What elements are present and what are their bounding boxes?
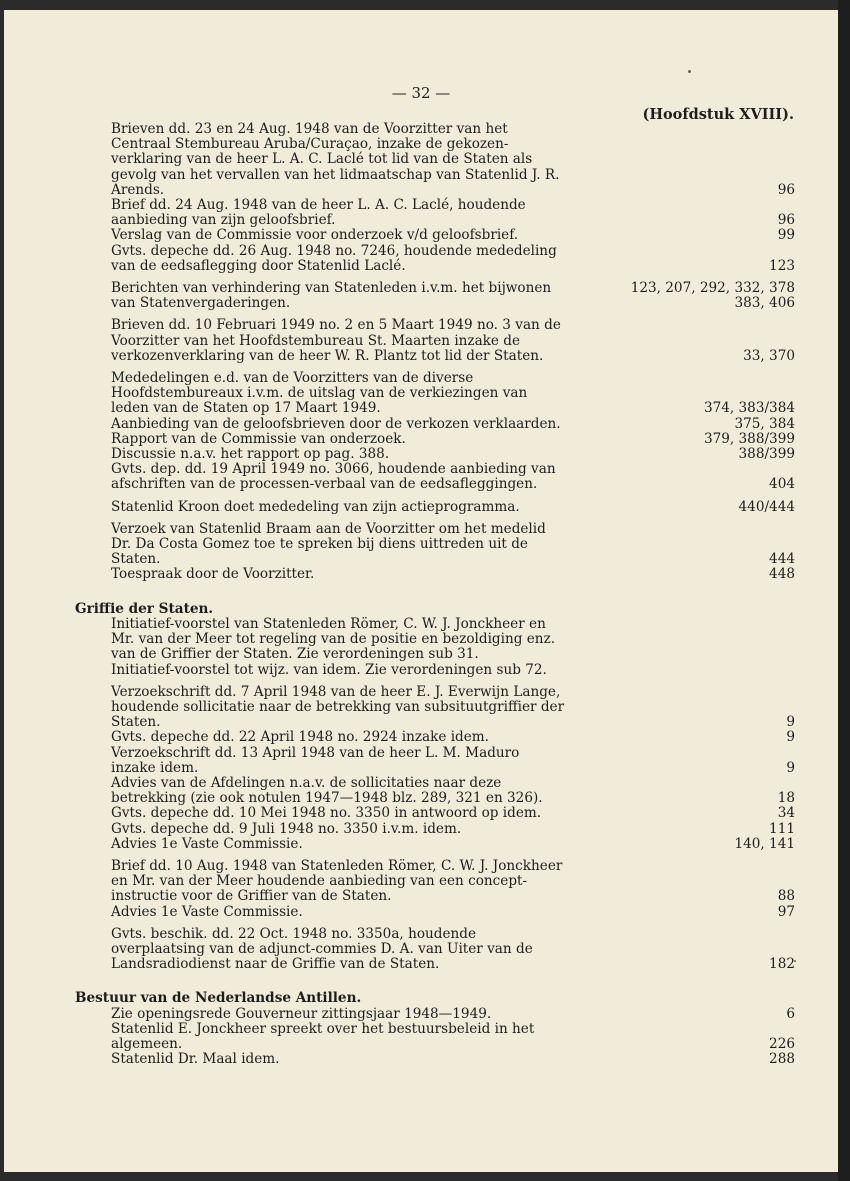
- page-reference: 88: [777, 888, 795, 905]
- index-entry: [111, 822, 795, 837]
- entry-text: Initiatief-voorstel van Statenleden Römer, C. W. J. Jonckheer en Mr. van der Meer tot regeling van de positie en bezoldiging enz. van de Griffier der Staten. Zie verordeningen sub 31.: [111, 615, 556, 663]
- index-entry: [111, 371, 795, 417]
- section-heading: Griffie der Staten.: [75, 600, 214, 617]
- index-entry: [111, 905, 795, 920]
- index-entry: [111, 1022, 795, 1052]
- page-reference: 140, 141: [734, 835, 795, 852]
- page-reference: 448: [769, 566, 795, 583]
- index-content: [75, 122, 795, 1067]
- index-entry: [111, 685, 795, 731]
- index-entry: [111, 447, 795, 462]
- index-entry: [111, 1052, 795, 1067]
- page-reference: 9: [786, 729, 795, 746]
- index-entry: [111, 730, 795, 745]
- page-reference: 388/399: [738, 446, 795, 463]
- entry-text: Initiatief-voorstel tot wijz. van idem. Zie verordeningen sub 72.: [111, 661, 547, 678]
- index-entry: [111, 244, 795, 274]
- document-page: [4, 10, 838, 1172]
- entry-text: Toespraak door de Voorzitter.: [111, 566, 315, 583]
- chapter-heading: (Hoofdstuk XVIII).: [642, 106, 794, 123]
- entry-text: Verzoek van Statenlid Braam aan de Voorzitter om het medelid Dr. Da Costa Gomez toe te spreken bij diens uittreden uit de Staten.: [111, 520, 546, 568]
- entry-text: Gvts. depeche dd. 9 Juli 1948 no. 3350 i.v.m. idem.: [111, 820, 462, 837]
- page-reference: 226: [769, 1035, 795, 1052]
- page-reference: 288: [769, 1051, 795, 1068]
- section-spacer: [75, 583, 795, 602]
- page-reference: 444: [769, 551, 795, 568]
- index-entry: [111, 617, 795, 663]
- page-reference: 440/444: [738, 498, 795, 515]
- page-reference: 375, 384: [734, 415, 795, 432]
- index-entry: [111, 417, 795, 432]
- entry-text: Brieven dd. 10 Februari 1949 no. 2 en 5 Maart 1949 no. 3 van de Voorzitter van het Hoofdstembureau St. Maarten inzake de verkozenverklaring van de heer W. R. Plantz tot lid der Staten.: [111, 317, 561, 364]
- entry-text: Gvts. beschik. dd. 22 Oct. 1948 no. 3350a, houdende overplaatsing van de adjunct-commies D. A. van Uiter van de Landsradiodienst naar de Griffie van de Staten.: [111, 925, 533, 973]
- entry-text: Berichten van verhindering van Statenleden i.v.m. het bijwonen van Statenvergaderingen.: [111, 280, 552, 312]
- index-entry: [111, 806, 795, 821]
- section-spacer: [75, 972, 795, 991]
- page-reference: 123: [769, 257, 795, 274]
- index-entry: [111, 746, 795, 776]
- index-entry: [111, 318, 795, 364]
- scan-border: [838, 0, 850, 1181]
- index-entry: [111, 122, 795, 198]
- entry-text: Verslag van de Commissie voor onderzoek v/d geloofsbrief.: [111, 227, 519, 244]
- entry-text: Mededelingen e.d. van de Voorzitters van de diverse Hoofdstembureaux i.v.m. de uitslag van de verkiezingen van leden van de Staten op 17 Maart 1949.: [111, 370, 528, 417]
- page-reference: 34: [777, 805, 795, 822]
- index-entry: [111, 198, 795, 228]
- entry-text: Gvts. dep. dd. 19 April 1949 no. 3066, houdende aanbieding van afschriften van de processen-verbaal van de eedsafleggingen.: [111, 461, 556, 493]
- index-entry: [111, 522, 795, 568]
- speck-mark: [688, 70, 691, 73]
- page-reference: 96: [777, 181, 795, 198]
- index-entry: [111, 462, 795, 492]
- entry-text: Advies van de Afdelingen n.a.v. de sollicitaties naar deze betrekking (zie ook notulen 1947—1948 blz. 289, 321 en 326).: [111, 774, 543, 807]
- index-entry: [111, 927, 795, 973]
- page-reference: 6: [786, 1005, 795, 1022]
- entry-text: Brief dd. 24 Aug. 1948 van de heer L. A. C. Laclé, houdende aanbieding van zijn geloofsbrief.: [111, 197, 526, 229]
- page-reference: 9: [786, 714, 795, 731]
- page-number: — 32 —: [391, 84, 451, 102]
- entry-text: Statenlid Dr. Maal idem.: [111, 1051, 280, 1068]
- entry-text: Verzoekschrift dd. 13 April 1948 van de heer L. M. Maduro inzake idem.: [111, 744, 520, 776]
- index-entry: [111, 432, 795, 447]
- page-reference: 18: [777, 790, 795, 807]
- page-reference: 33, 370: [743, 347, 795, 364]
- index-entry: [111, 859, 795, 905]
- entry-text: Advies 1e Vaste Commissie.: [111, 903, 303, 920]
- page-reference: 123, 207, 292, 332, 378 383, 406: [630, 280, 795, 312]
- page-reference: 182: [769, 956, 795, 973]
- page-reference: 404: [769, 476, 795, 493]
- index-entry: [111, 663, 795, 678]
- index-entry: [111, 228, 795, 243]
- entry-text: Brief dd. 10 Aug. 1948 van Statenleden Römer, C. W. J. Jonckheer en Mr. van der Meer houdende aanbieding van een concept-instructie voor de Griffier van de Staten.: [111, 857, 563, 905]
- index-entry: [111, 281, 795, 311]
- page-reference: 111: [769, 820, 795, 837]
- section-heading: Bestuur van de Nederlandse Antillen.: [75, 990, 362, 1007]
- index-entry: [111, 567, 795, 582]
- entry-text: Statenlid E. Jonckheer spreekt over het bestuursbeleid in het algemeen.: [111, 1020, 535, 1052]
- entry-text: Gvts. depeche dd. 10 Mei 1948 no. 3350 in antwoord op idem.: [111, 805, 542, 822]
- page-reference: 96: [777, 212, 795, 229]
- entry-text: Zie openingsrede Gouverneur zittingsjaar 1948—1949.: [111, 1005, 492, 1022]
- page-reference: 99: [777, 227, 795, 244]
- entry-text: Advies 1e Vaste Commissie.: [111, 835, 303, 852]
- index-entry: [111, 776, 795, 806]
- page-reference: 379, 388/399: [703, 430, 795, 447]
- entry-text: Gvts. depeche dd. 22 April 1948 no. 2924 inzake idem.: [111, 729, 489, 746]
- entry-text: Verzoekschrift dd. 7 April 1948 van de heer E. J. Everwijn Lange, houdende sollicitatie naar de betrekking van subsituutgriffier der Staten.: [111, 683, 565, 731]
- page-reference: 374, 383/384: [703, 400, 795, 417]
- index-entry: [111, 1007, 795, 1022]
- index-entry: [111, 837, 795, 852]
- entry-text: Discussie n.a.v. het rapport op pag. 388.: [111, 446, 390, 463]
- entry-text: Aanbieding van de geloofsbrieven door de verkozen verklaarden.: [111, 415, 561, 432]
- entry-text: Rapport van de Commissie van onderzoek.: [111, 430, 406, 447]
- page-reference: 9: [786, 759, 795, 776]
- entry-text: Statenlid Kroon doet mededeling van zijn actieprogramma.: [111, 498, 520, 515]
- entry-text: Brieven dd. 23 en 24 Aug. 1948 van de Voorzitter van het Centraal Stembureau Aruba/Curaçao, inzake de gekozen-verklaring van de heer L. A. C. Laclé tot lid van de Staten als gevolg van het vervallen van het lidmaatschap van Statenlid J. R. Arends.: [111, 121, 560, 198]
- page-reference: 97: [777, 903, 795, 920]
- index-entry: [111, 500, 795, 515]
- entry-text: Gvts. depeche dd. 26 Aug. 1948 no. 7246, houdende mededeling van de eedsaflegging door Statenlid Laclé.: [111, 242, 557, 274]
